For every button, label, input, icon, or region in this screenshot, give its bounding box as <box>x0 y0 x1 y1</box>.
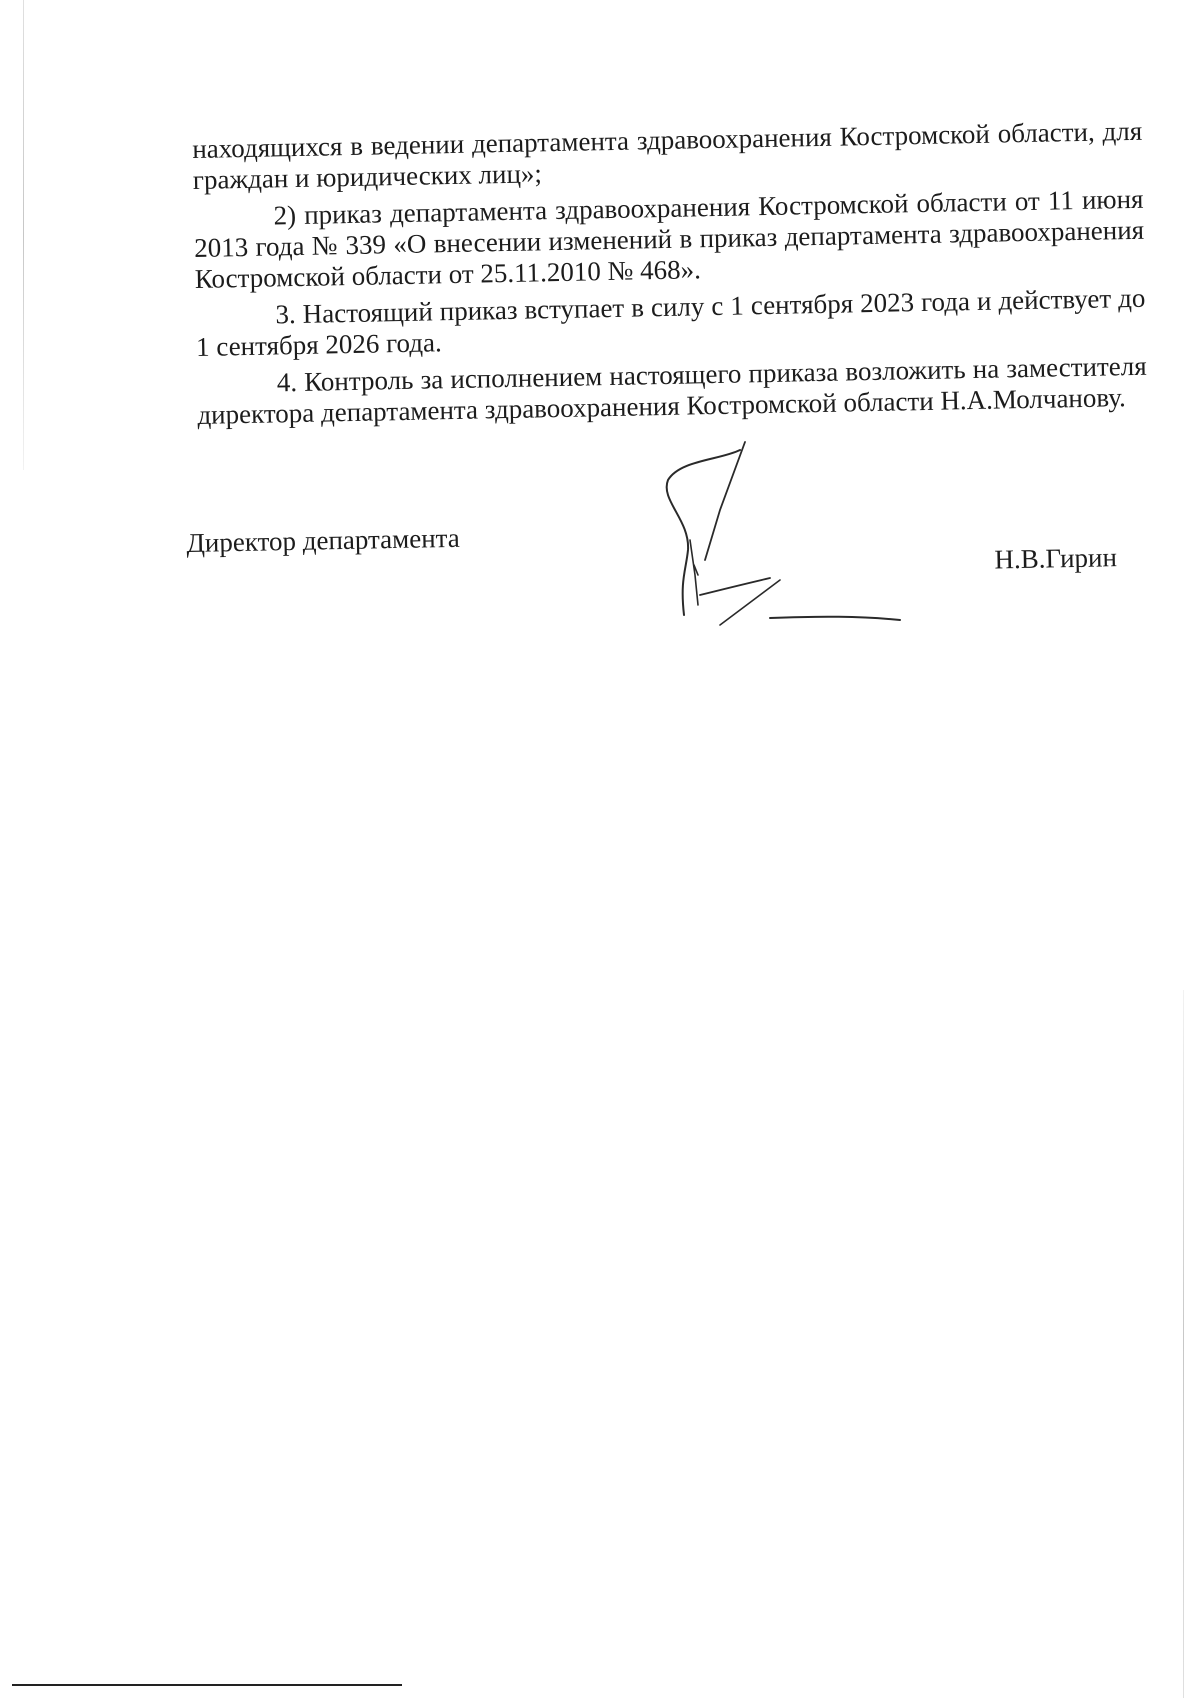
signature-stroke-loop <box>667 450 740 615</box>
bottom-rule <box>12 1684 402 1686</box>
paragraph-continuation: находящихся в ведении департамента здравоохранения Костромской области, для граждан и юридических лиц»; <box>192 115 1143 195</box>
signatory-position: Директор департамента <box>186 522 461 558</box>
scan-edge-left <box>23 0 24 470</box>
signature-stroke-cross-1 <box>700 578 770 595</box>
paragraph-point-4: 4. Контроль за исполнением настоящего приказа возложить на заместителя директора департамента здравоохранения Костромской области Н.А.Молчанову. <box>197 350 1147 430</box>
signature-stroke-hook <box>690 540 698 605</box>
paragraph-point-3: 3. Настоящий приказ вступает в силу с 1 сентября 2023 года и действует до 1 сентября 2026 года. <box>195 282 1146 362</box>
handwritten-signature <box>660 440 970 680</box>
signature-stroke-tail <box>770 617 900 620</box>
document-body <box>192 116 1148 437</box>
signatory-name: Н.В.Гирин <box>994 542 1118 575</box>
scan-edge-right <box>1183 990 1184 1698</box>
paragraph-item-2: 2) приказ департамента здравоохранения Костромской области от 11 июня 2013 года № 339 «О внесении изменений в приказ департамента здравоохранения Костромской области от 25.11.2010 № 468». <box>193 183 1145 294</box>
